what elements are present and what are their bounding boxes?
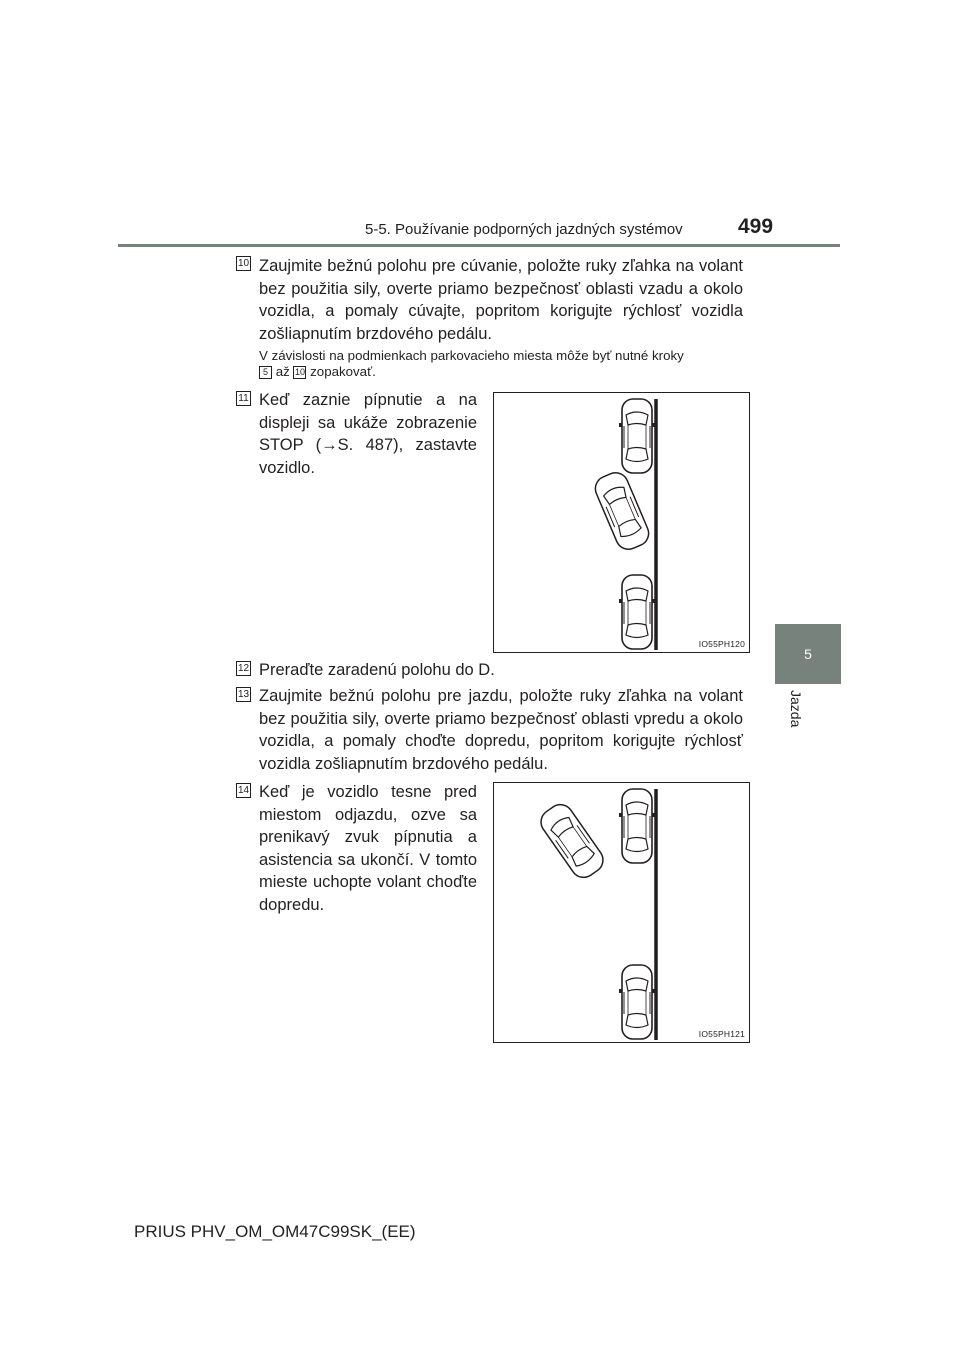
header-divider <box>118 244 840 247</box>
chapter-label: Jazda <box>788 690 804 728</box>
note-between: až <box>275 364 290 379</box>
chapter-number: 5 <box>804 646 812 662</box>
step-number-12: 12 <box>237 663 250 674</box>
chapter-tab <box>775 624 841 684</box>
parking-illustration-2 <box>494 783 751 1044</box>
parked-car-front-1 <box>619 399 655 473</box>
step-number-10: 10 <box>237 258 250 269</box>
step-14-text: Keď je vozidlo tesne pred miestom odjazdu, ozve sa prenikavý zvuk pípnutia a asistencia sa ukončí. V tomto mieste uchopte volant choďte dopredu. <box>259 783 477 914</box>
step-number-13: 13 <box>237 689 250 700</box>
note-line1: V závislosti na podmienkach parkovacieho miesta môže byť nutné kroky <box>259 348 684 363</box>
step-ref-10: 10 <box>294 366 305 377</box>
step-number-11: 11 <box>236 391 251 406</box>
own-vehicle-2 <box>538 802 605 880</box>
parking-figure-1 <box>493 392 750 653</box>
parked-car-rear-2 <box>619 965 655 1039</box>
parked-car-rear-1 <box>619 575 655 649</box>
parked-car-front-2 <box>619 789 655 863</box>
step-number-14: 14 <box>237 785 250 796</box>
step-10-text: Zaujmite bežnú polohu pre cúvanie, položte ruky zľahka na volant bez použitia sily, overte priamo bezpečnosť oblasti vzadu a okolo vozidla, a pomaly cúvajte, popritom korigujte rýchlosť vozidla zošliapnutím brzdového pedálu. <box>259 257 743 343</box>
figure-code-2: IO55PH121 <box>698 1029 745 1039</box>
repeat-note <box>259 348 743 380</box>
step-ref-5: 5 <box>259 366 272 379</box>
step-11-text: Keď zaznie pípnutie a na displeji sa ukáže zobrazenie STOP (→S. 487), zastavte vozidlo. <box>259 391 477 477</box>
parking-illustration-1 <box>494 393 751 654</box>
parking-figure-2 <box>493 782 750 1043</box>
own-vehicle-1 <box>594 471 651 551</box>
note-tail: zopakovať. <box>310 364 376 379</box>
step-12-text: Preraďte zaradenú polohu do D. <box>259 661 495 679</box>
section-title: 5-5. Používanie podporných jazdných systémov <box>365 221 683 238</box>
figure-code-1: IO55PH120 <box>698 639 745 649</box>
document-code: PRIUS PHV_OM_OM47C99SK_(EE) <box>134 1222 416 1241</box>
page-number: 499 <box>738 215 774 238</box>
step-13-text: Zaujmite bežnú polohu pre jazdu, položte ruky zľahka na volant bez použitia sily, overte priamo bezpečnosť oblasti vpredu a okolo vozidla, a pomaly choďte dopredu, popritom korigujte rýchlosť vozidla zošliapnutím brzdového pedálu. <box>259 687 743 773</box>
